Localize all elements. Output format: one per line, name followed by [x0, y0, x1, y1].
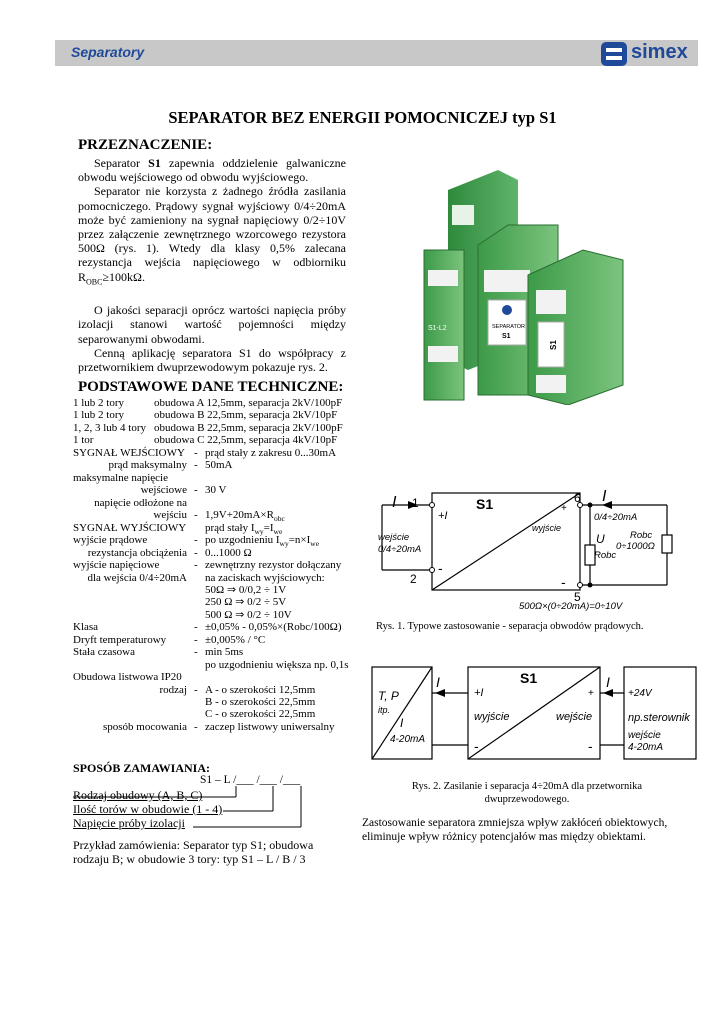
spec-dash: - — [194, 633, 198, 646]
photo-label-mid-b: S1 — [502, 333, 511, 340]
spec-label: wejściu — [153, 509, 187, 522]
fig2-output-label: wyjście — [474, 711, 510, 723]
page-title: SEPARATOR BEZ ENERGII POMOCNICZEJ typ S1 — [168, 108, 557, 127]
spec-value-text: 30 V — [205, 484, 227, 497]
spec-value — [205, 584, 286, 596]
version-housing: obudowa A 12,5mm, separacja 2kV/100pF — [154, 397, 343, 409]
spec-value-text: 50Ω ⇒ 0/0,2 ÷ 1V — [205, 583, 287, 596]
fig1-terminal-2: 2 — [410, 572, 417, 586]
spec-value — [205, 559, 341, 571]
spec-label: dla wejścia 0/4÷20mA — [87, 571, 187, 584]
spec-value-text: A - o szerokości 12,5mm — [205, 683, 316, 696]
fig2-plc-label: np.sterownik — [628, 712, 690, 724]
fig1-plus-i: +I — [438, 510, 448, 522]
spec-value-text: zewnętrzny rezystor dołączany — [205, 559, 342, 572]
spec-label: Obudowa listwowa IP20 — [73, 671, 182, 684]
spec-value — [205, 634, 265, 646]
spec-value — [205, 659, 349, 671]
spec-dash: - — [194, 459, 198, 472]
resistor-robc — [662, 535, 672, 553]
spec-label: rezystancja obciążenia — [87, 546, 187, 559]
fig2-plus-i: +I — [474, 687, 484, 699]
simex-logo-icon — [601, 42, 627, 66]
logo-dot — [502, 305, 512, 315]
photo-label-mid-a: SEPARATOR — [492, 324, 526, 330]
spec-value-text: B - o szerokości 22,5mm — [205, 696, 316, 708]
spec-value-text: prąd stały I — [205, 521, 255, 534]
fig1-output-range: 0/4÷20mA — [594, 512, 638, 523]
version-channels: 1 lub 2 tory — [73, 409, 125, 422]
fig2-range-transmitter: 4-20mA — [390, 734, 426, 745]
terminal-block — [484, 270, 530, 292]
fig2-current-transmitter: I — [400, 716, 404, 730]
fig2-plc-range: 4-20mA — [628, 742, 664, 753]
terminal-block — [428, 346, 458, 362]
figure-2-caption — [362, 780, 692, 806]
fig1-terminal-6: 6 — [574, 491, 581, 505]
fig2-current-plc: I — [606, 674, 610, 690]
spec-value-text: C - o szerokości 22,5mm — [205, 708, 316, 721]
figure-2-caption-line-1: Rys. 2. Zasilanie i separacja 4÷20mA dla przetwornika — [411, 781, 643, 792]
version-housing: obudowa B 22,5mm, separacja 2kV/10pF — [154, 409, 338, 422]
terminal-block — [452, 205, 474, 225]
terminal-block — [428, 270, 458, 286]
fig1-minus-right: - — [561, 574, 566, 590]
order-line-housing: Rodzaj obudowy (A, B, C) — [73, 788, 203, 802]
spec-value-text: prąd stały z zakresu 0...30mA — [205, 447, 337, 459]
spec-dash: - — [194, 509, 198, 522]
figure-1-caption: Rys. 1. Typowe zastosowanie - separacja obwodów prądowych. — [376, 621, 644, 632]
spec-value-part: wy — [254, 526, 264, 536]
purpose-p2-end: ≥100kΩ. — [102, 269, 145, 284]
product-photo — [408, 150, 638, 405]
version-channels: 1, 2, 3 lub 4 tory — [73, 421, 147, 434]
spec-value — [205, 447, 336, 459]
brand-name: simex — [631, 41, 688, 63]
spec-value-text: po uzgodnieniu I — [205, 534, 280, 547]
spec-label: napięcie odłożone na — [94, 496, 187, 509]
photo-label-right: S1 — [549, 340, 558, 350]
spec-value — [205, 721, 335, 733]
purpose-p1-b: S1 — [148, 156, 161, 170]
spec-label: Stała czasowa — [73, 646, 135, 659]
application-note: Zastosowanie separatora zmniejsza wpływ zakłóceń obiektowych, eliminuje wpływ różnicy potencjałów mas między obiektami. — [362, 817, 668, 844]
spec-value-part: =n×I — [288, 534, 311, 547]
version-housing: obudowa B 22,5mm, separacja 2kV/100pF — [154, 421, 343, 434]
order-line-isolation: Napięcie próby izolacji — [73, 816, 185, 830]
spec-dash: - — [194, 484, 198, 497]
spec-label: wyjście prądowe — [73, 534, 148, 547]
spec-value-text: 250 Ω ⇒ 0/2 ÷ 5V — [205, 596, 287, 609]
spec-dash: - — [194, 447, 198, 459]
spec-value-text: po uzgodnieniu większa np. 0,1s — [205, 658, 349, 671]
fig2-current-loop: I — [436, 674, 440, 690]
spec-value-text: na zaciskach wyjściowych: — [205, 571, 325, 584]
fig1-robc-range: 0÷1000Ω — [616, 541, 655, 552]
fig1-input-label: wejście — [378, 532, 410, 543]
spec-label: Dryft temperaturowy — [73, 633, 167, 646]
spec-value — [205, 596, 286, 608]
spec-value-text: 500 Ω ⇒ 0/2 ÷ 10V — [205, 608, 292, 621]
spec-label: prąd maksymalny — [108, 459, 187, 472]
fig1-output-label: wyjście — [532, 523, 562, 533]
fig1-s1: S1 — [476, 496, 494, 512]
spec-value — [205, 684, 315, 696]
fig1-terminal-5: 5 — [574, 590, 581, 604]
purpose-text — [78, 156, 346, 374]
fig1-voltage-u: U — [596, 532, 605, 546]
spec-label: SYGNAŁ WYJŚCIOWY — [73, 521, 187, 534]
order-line-channels: Ilość torów w obudowie (1 - 4) — [73, 802, 223, 816]
order-connectors — [73, 784, 313, 834]
spec-value-part: we — [273, 526, 283, 536]
version-channels: 1 tor — [73, 434, 94, 447]
order-heading: SPOSÓB ZAMAWIANIA: — [73, 761, 211, 775]
purpose-paragraph-1 — [78, 156, 346, 184]
terminal-block — [536, 375, 566, 393]
spec-value-text: 1,9V+20mA×R — [205, 509, 274, 522]
fig2-24v: +24V — [628, 688, 652, 699]
purpose-p2-sub: OBC — [86, 277, 103, 287]
fig1-formula: 500Ω×(0÷20mA)=0÷10V — [519, 601, 623, 612]
fig2-tp: T, P — [378, 689, 399, 703]
spec-label: wejściowe — [140, 484, 187, 497]
spec-value — [205, 572, 325, 584]
spec-value — [205, 547, 252, 559]
spec-value-part: =I — [263, 521, 274, 534]
spec-value — [205, 696, 315, 708]
spec-value-text: ±0,05% - 0,05%×(Robc/100Ω) — [205, 621, 342, 634]
figure-2-diagram — [370, 665, 702, 770]
spec-value-part: we — [310, 539, 320, 549]
fig1-current-in: I — [392, 494, 397, 511]
spec-value — [205, 459, 233, 471]
spec-dash: - — [194, 534, 198, 547]
fig2-input-label: wejście — [556, 711, 593, 723]
version-channels: 1 lub 2 tory — [73, 397, 125, 409]
spec-label: wyjście napięciowe — [73, 559, 160, 572]
fig1-input-range: 0/4÷20mA — [378, 544, 422, 555]
fig1-robc-left: Robc — [594, 550, 617, 561]
version-housing: obudowa C 22,5mm, separacja 4kV/10pF — [154, 434, 338, 447]
figure-2-caption-line-2: dwuprzewodowego. — [484, 794, 570, 805]
purpose-heading: PRZEZNACZENIE: — [78, 137, 213, 153]
spec-value — [205, 484, 227, 496]
order-code: S1 – L /___ /___ /___ — [200, 774, 301, 786]
purpose-paragraph-3: O jakości separacji oprócz wartości napięcia próby izolacji stanowi wartość pojemności między separowanymi obwodami. — [78, 303, 346, 346]
spec-dash: - — [194, 621, 198, 634]
spec-dash: - — [194, 683, 198, 696]
spec-label: Klasa — [73, 621, 99, 634]
purpose-p1-c: zapewnia oddzielenie galwaniczne obwodu wejściowego od obwodu wyjściowego. — [78, 156, 346, 185]
spec-value-text: 50mA — [205, 459, 233, 472]
spec-value — [205, 609, 292, 621]
spec-label: rodzaj — [159, 683, 187, 696]
simex-logo — [601, 40, 701, 68]
fig1-plus-right: + — [561, 503, 567, 514]
purpose-paragraph-2 — [78, 184, 346, 289]
fig1-minus-left: - — [438, 560, 443, 576]
fig1-robc-right: Robc — [630, 530, 653, 541]
purpose-p1-a: Separator — [94, 156, 149, 170]
fig1-current-out: I — [602, 488, 607, 505]
figure-1-diagram — [372, 485, 682, 615]
spec-value-text: 0...1000 Ω — [205, 546, 252, 559]
fig2-minus-left: - — [474, 738, 479, 754]
spec-value — [205, 646, 243, 658]
spec-label: maksymalne napięcie — [73, 471, 168, 484]
fig2-minus-right: - — [588, 738, 593, 754]
section-title: Separatory — [71, 44, 145, 60]
purpose-paragraph-4: Cenną aplikację separatora S1 do współpracy z przetwornikiem dwuprzewodowym pokazuje rys. 2. — [78, 345, 346, 375]
spec-dash: - — [194, 646, 198, 659]
spec-dash: - — [194, 720, 198, 733]
spec-value-text: zaczep listwowy uniwersalny — [205, 720, 335, 733]
photo-label-left: S1-L2 — [428, 325, 447, 332]
tech-heading: PODSTAWOWE DANE TECHNICZNE: — [78, 379, 344, 395]
spec-value-part: wy — [279, 539, 289, 549]
spec-dash: - — [194, 559, 198, 572]
order-example: Przykład zamówienia: Separator typ S1; obudowa rodzaju B; w obudowie 3 tory: typ S1 – L / B / 3 — [73, 838, 314, 867]
terminal-block — [536, 290, 566, 314]
purpose-p2: Separator nie korzysta z żadnego źródła zasilania pomocniczego. Prądowy sygnał wyjściowy 0/4÷20mA może być zamieniony na sygnał napięciowy 0/2÷10V przez załączenie zewnętrznego wzorcowego rezystora 500Ω (rys. 1). Wtedy dla klasy 0,5% zalecana rezystancja wejścia napięciowego w odbiorniku R — [78, 184, 346, 284]
spec-label: sposób mocowania — [102, 720, 187, 733]
spec-value — [205, 708, 315, 720]
fig2-plus-right: + — [588, 688, 594, 699]
fig2-plc-input: wejście — [628, 730, 661, 741]
spec-value-text: ±0,005% / °C — [205, 633, 266, 646]
spec-dash: - — [194, 546, 198, 559]
spec-value-part: obc — [273, 514, 285, 524]
fig2-itp: itp. — [378, 705, 391, 715]
fig2-s1: S1 — [520, 670, 538, 686]
spec-label: SYGNAŁ WEJŚCIOWY — [73, 447, 185, 459]
fig1-terminal-1: 1 — [412, 496, 419, 510]
spec-value — [205, 621, 342, 633]
spec-value-text: min 5ms — [205, 646, 244, 659]
